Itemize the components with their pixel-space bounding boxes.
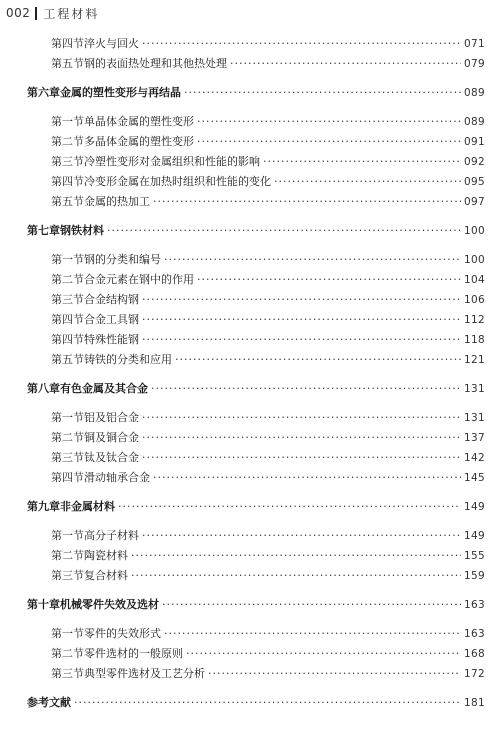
toc-section-entry[interactable] <box>0 428 500 448</box>
entry-number: 第一节 <box>51 627 84 640</box>
toc-section-entry[interactable] <box>0 624 500 644</box>
dot-leader <box>131 546 461 566</box>
toc-section-entry[interactable] <box>0 172 500 192</box>
entry-number: 第五节 <box>51 353 84 366</box>
entry-number: 第二节 <box>51 431 84 444</box>
toc-chapter-entry[interactable] <box>0 221 500 241</box>
entry-page-number: 100 <box>464 225 485 237</box>
entry-title: 钛及钛合金 <box>84 451 139 464</box>
entry-page-number: 163 <box>464 628 485 640</box>
entry-title: 冷塑性变形对金属组织和性能的影响 <box>84 155 260 168</box>
entry-page-number: 106 <box>464 294 485 306</box>
entry-title: 复合材料 <box>84 569 128 582</box>
entry-number: 第一节 <box>51 253 84 266</box>
dot-leader <box>197 132 461 152</box>
entry-title: 淬火与回火 <box>84 37 139 50</box>
entry-number: 第三节 <box>51 569 84 582</box>
entry-title: 金属的热加工 <box>84 195 150 208</box>
entry-number: 第三节 <box>51 451 84 464</box>
entry-title: 冷变形金属在加热时组织和性能的变化 <box>84 175 271 188</box>
entry-page-number: 145 <box>464 472 485 484</box>
toc-section-entry[interactable] <box>0 152 500 172</box>
entry-page-number: 071 <box>464 38 485 50</box>
entry-page-number: 159 <box>464 570 485 582</box>
entry-title: 参考文献 <box>27 696 71 709</box>
dot-leader <box>107 221 461 241</box>
toc-section-entry[interactable] <box>0 448 500 468</box>
dot-leader <box>263 152 461 172</box>
entry-title: 非金属材料 <box>60 500 115 513</box>
entry-page-number: 112 <box>464 314 485 326</box>
entry-title: 金属的塑性变形与再结晶 <box>60 86 181 99</box>
entry-page-number: 079 <box>464 58 485 70</box>
toc-section-entry[interactable] <box>0 330 500 350</box>
dot-leader <box>164 250 461 270</box>
dot-leader <box>208 664 461 684</box>
entry-number: 第四节 <box>51 37 84 50</box>
entry-number: 第三节 <box>51 155 84 168</box>
entry-title: 多晶体金属的塑性变形 <box>84 135 194 148</box>
toc-chapter-entry[interactable] <box>0 595 500 615</box>
toc-section-entry[interactable] <box>0 310 500 330</box>
dot-leader <box>197 270 461 290</box>
toc-chapter-entry[interactable] <box>0 693 500 713</box>
entry-page-number: 155 <box>464 550 485 562</box>
toc-section-entry[interactable] <box>0 644 500 664</box>
entry-title: 特殊性能钢 <box>84 333 139 346</box>
toc-section-entry[interactable] <box>0 132 500 152</box>
entry-number: 第九章 <box>27 500 60 513</box>
dot-leader <box>153 468 461 488</box>
toc-chapter-entry[interactable] <box>0 497 500 517</box>
entry-title: 机械零件失效及选材 <box>60 598 159 611</box>
entry-page-number: 121 <box>464 354 485 366</box>
entry-number: 第二节 <box>51 273 84 286</box>
dot-leader <box>142 310 461 330</box>
dot-leader <box>142 428 461 448</box>
entry-title: 钢铁材料 <box>60 224 104 237</box>
entry-number: 第一节 <box>51 115 84 128</box>
toc-section-entry[interactable] <box>0 566 500 586</box>
entry-number: 第二节 <box>51 549 84 562</box>
entry-number: 第八章 <box>27 382 60 395</box>
entry-page-number: 118 <box>464 334 485 346</box>
entry-page-number: 149 <box>464 530 485 542</box>
entry-page-number: 089 <box>464 87 485 99</box>
entry-number: 第四节 <box>51 471 84 484</box>
dot-leader <box>118 497 461 517</box>
dot-leader <box>175 350 461 370</box>
toc-chapter-entry[interactable] <box>0 379 500 399</box>
toc-section-entry[interactable] <box>0 526 500 546</box>
dot-leader <box>142 290 461 310</box>
entry-title: 零件的失效形式 <box>84 627 161 640</box>
entry-number: 第二节 <box>51 647 84 660</box>
entry-title: 钢的分类和编号 <box>84 253 161 266</box>
entry-title: 滑动轴承合金 <box>84 471 150 484</box>
entry-page-number: 142 <box>464 452 485 464</box>
dot-leader <box>164 624 461 644</box>
entry-title: 铜及铜合金 <box>84 431 139 444</box>
dot-leader <box>142 526 461 546</box>
entry-title: 有色金属及其合金 <box>60 382 148 395</box>
entry-title: 陶瓷材料 <box>84 549 128 562</box>
dot-leader <box>162 595 461 615</box>
entry-page-number: 172 <box>464 668 485 680</box>
entry-number: 第十章 <box>27 598 60 611</box>
entry-title: 铸铁的分类和应用 <box>84 353 172 366</box>
dot-leader <box>184 83 461 103</box>
dot-leader <box>142 330 461 350</box>
dot-leader <box>142 408 461 428</box>
dot-leader <box>142 448 461 468</box>
entry-title: 合金元素在钢中的作用 <box>84 273 194 286</box>
dot-leader <box>197 112 461 132</box>
entry-page-number: 104 <box>464 274 485 286</box>
entry-number: 第一节 <box>51 529 84 542</box>
entry-number: 第五节 <box>51 195 84 208</box>
toc-section-entry[interactable] <box>0 664 500 684</box>
dot-leader <box>274 172 461 192</box>
entry-number: 第五节 <box>51 57 84 70</box>
entry-page-number: 163 <box>464 599 485 611</box>
entry-title: 合金工具钢 <box>84 313 139 326</box>
dot-leader <box>142 34 461 54</box>
dot-leader <box>151 379 461 399</box>
entry-title: 单晶体金属的塑性变形 <box>84 115 194 128</box>
toc-section-entry[interactable] <box>0 350 500 370</box>
entry-number: 第三节 <box>51 293 84 306</box>
entry-title: 合金结构钢 <box>84 293 139 306</box>
toc-section-entry[interactable] <box>0 546 500 566</box>
toc-section-entry[interactable] <box>0 192 500 212</box>
entry-title: 典型零件选材及工艺分析 <box>84 667 205 680</box>
toc-section-entry[interactable] <box>0 468 500 488</box>
entry-title: 零件选材的一般原则 <box>84 647 183 660</box>
entry-number: 第四节 <box>51 333 84 346</box>
entry-page-number: 181 <box>464 697 485 709</box>
toc-section-entry[interactable] <box>0 54 500 74</box>
toc-section-entry[interactable] <box>0 270 500 290</box>
entry-page-number: 095 <box>464 176 485 188</box>
toc-chapter-entry[interactable] <box>0 83 500 103</box>
toc-section-entry[interactable] <box>0 34 500 54</box>
entry-number: 第六章 <box>27 86 60 99</box>
entry-number: 第四节 <box>51 313 84 326</box>
toc-section-entry[interactable] <box>0 408 500 428</box>
entry-title: 钢的表面热处理和其他热处理 <box>84 57 227 70</box>
entry-page-number: 131 <box>464 412 485 424</box>
entry-page-number: 091 <box>464 136 485 148</box>
entry-number: 第三节 <box>51 667 84 680</box>
entry-title: 高分子材料 <box>84 529 139 542</box>
toc-section-entry[interactable] <box>0 290 500 310</box>
entry-title: 铝及铝合金 <box>84 411 139 424</box>
entry-page-number: 097 <box>464 196 485 208</box>
entry-page-number: 137 <box>464 432 485 444</box>
entry-number: 第一节 <box>51 411 84 424</box>
entry-page-number: 092 <box>464 156 485 168</box>
running-header <box>6 4 99 22</box>
page-number: 002 <box>6 6 31 20</box>
table-of-contents <box>0 34 500 722</box>
dot-leader <box>230 54 461 74</box>
toc-section-entry[interactable] <box>0 112 500 132</box>
entry-number: 第七章 <box>27 224 60 237</box>
entry-page-number: 100 <box>464 254 485 266</box>
dot-leader <box>131 566 461 586</box>
header-divider <box>35 7 37 20</box>
entry-page-number: 149 <box>464 501 485 513</box>
dot-leader <box>74 693 461 713</box>
book-title: 工程材料 <box>43 6 100 21</box>
toc-section-entry[interactable] <box>0 250 500 270</box>
entry-number: 第二节 <box>51 135 84 148</box>
entry-number: 第四节 <box>51 175 84 188</box>
entry-page-number: 131 <box>464 383 485 395</box>
entry-page-number: 168 <box>464 648 485 660</box>
dot-leader <box>153 192 461 212</box>
dot-leader <box>186 644 461 664</box>
entry-page-number: 089 <box>464 116 485 128</box>
